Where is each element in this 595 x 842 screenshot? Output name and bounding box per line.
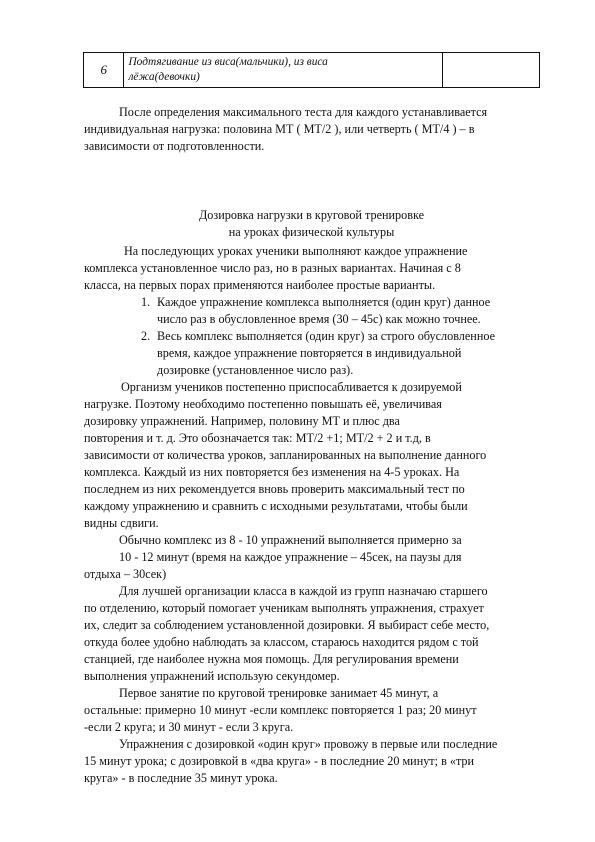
paragraph-line: Обычно комплекс из 8 - 10 упражнений выполняется примерно за xyxy=(119,533,462,547)
paragraph-line: видны сдвиги. xyxy=(84,516,159,530)
list-text: Каждое упражнение комплекса выполняется (один круг) данное xyxy=(157,295,491,309)
paragraph-line: повторения и т. д. Это обозначается так: МТ/2 +1; МТ/2 + 2 и т.д, в xyxy=(84,431,431,445)
intro-line: зависимости от подготовленности. xyxy=(84,139,265,153)
paragraph-line: На последующих уроках ученики выполняют каждое упражнение xyxy=(124,244,468,258)
paragraph-line: нагрузке. Поэтому необходимо постепенно повышать её, увеличивая xyxy=(84,397,442,411)
list-item-cont: дозировке (установленное число раз). xyxy=(157,363,354,377)
paragraph-line: Для лучшей организации класса в каждой из групп назначаю старшего xyxy=(119,584,488,598)
paragraph-line: 10 - 12 минут (время на каждое упражнение – 45сек, на паузы для xyxy=(119,550,462,564)
intro-line: После определения максимального теста для каждого устанавливается xyxy=(119,105,488,119)
paragraph-line: зависимости от количества уроков, запланированных на выполнение данного xyxy=(84,448,487,462)
paragraph-line: дозировку упражнений. Например, половину МТ и плюс два xyxy=(84,414,400,428)
paragraph-line: их, следит за соблюдением установленной дозировки. Я выбираст себе место, xyxy=(84,618,490,632)
list-text: Весь комплекс выполняется (один круг) за строго обусловленное xyxy=(157,329,495,343)
paragraph-line: Первое занятие по круговой тренировке занимает 45 минут, а xyxy=(119,686,439,700)
paragraph-line: Организм учеников постепенно приспосабливается к дозируемой xyxy=(121,380,462,394)
list-item-cont: число раз в обусловленное время (30 – 45с) как можно точнее. xyxy=(157,312,481,326)
intro-line: индивидуальная нагрузка: половина МТ ( МТ/2 ), или четверть ( МТ/4 ) – в xyxy=(84,122,475,136)
paragraph-line: выполнения упражнений использую секундомер. xyxy=(84,669,340,683)
paragraph-line: комплекса. Каждый из них повторяется без изменения на 4-5 уроках. На xyxy=(84,465,460,479)
table-cell-exercise xyxy=(124,53,442,88)
exercise-line: Подтягивание из виса(мальчики), из виса xyxy=(128,56,328,68)
table-cell-empty xyxy=(442,53,539,88)
list-item xyxy=(141,294,490,311)
paragraph-line: станцией, где наиболее нужна моя помощь. Для регулирования времени xyxy=(84,652,459,666)
paragraph-line: откуда более удобно наблюдать за классом, стараюсь находится рядом с той xyxy=(84,635,479,649)
paragraph-line: остальные: примерно 10 минут -если комплекс повторяется 1 раз; 20 минут xyxy=(84,703,477,717)
paragraph-line: каждому упражнению и сравнить с исходными результатами, чтобы были xyxy=(84,499,468,513)
list-number: 1. xyxy=(141,295,151,309)
exercise-table xyxy=(83,52,540,88)
exercise-line: лёжа(девочки) xyxy=(128,71,200,83)
section-heading: Дозировка нагрузки в круговой тренировке xyxy=(198,208,424,222)
paragraph-line: класса, на первых порах применяются наиболее простые варианты. xyxy=(84,278,436,292)
paragraph-line: Упражнения с дозировкой «один круг» провожу в первые или последние xyxy=(119,737,498,751)
table-row xyxy=(84,53,540,88)
paragraph-line: 15 минут урока; с дозировкой в «два круга» - в последние 20 минут; в «три xyxy=(84,754,475,768)
paragraph-line: по отделению, который помогает ученикам выполнять упражнения, страхует xyxy=(84,601,484,615)
paragraph-line: последнем из них рекомендуется вновь проверить максимальный тест по xyxy=(84,482,465,496)
section-heading: на уроках физической культуры xyxy=(228,225,395,239)
paragraph-line: отдыха – 30сек) xyxy=(84,567,167,581)
paragraph-line: комплекса установленное число раз, но в разных вариантах. Начиная с 8 xyxy=(84,261,461,275)
paragraph-line: -если 2 круга; и 30 минут - если 3 круга. xyxy=(84,720,294,734)
paragraph-line: круга» - в последние 35 минут урока. xyxy=(84,771,278,785)
list-item xyxy=(141,328,495,345)
list-item-cont: время, каждое упражнение повторяется в индивидуальной xyxy=(157,346,462,360)
list-number: 2. xyxy=(141,329,151,343)
table-cell-number: 6 xyxy=(84,53,124,88)
